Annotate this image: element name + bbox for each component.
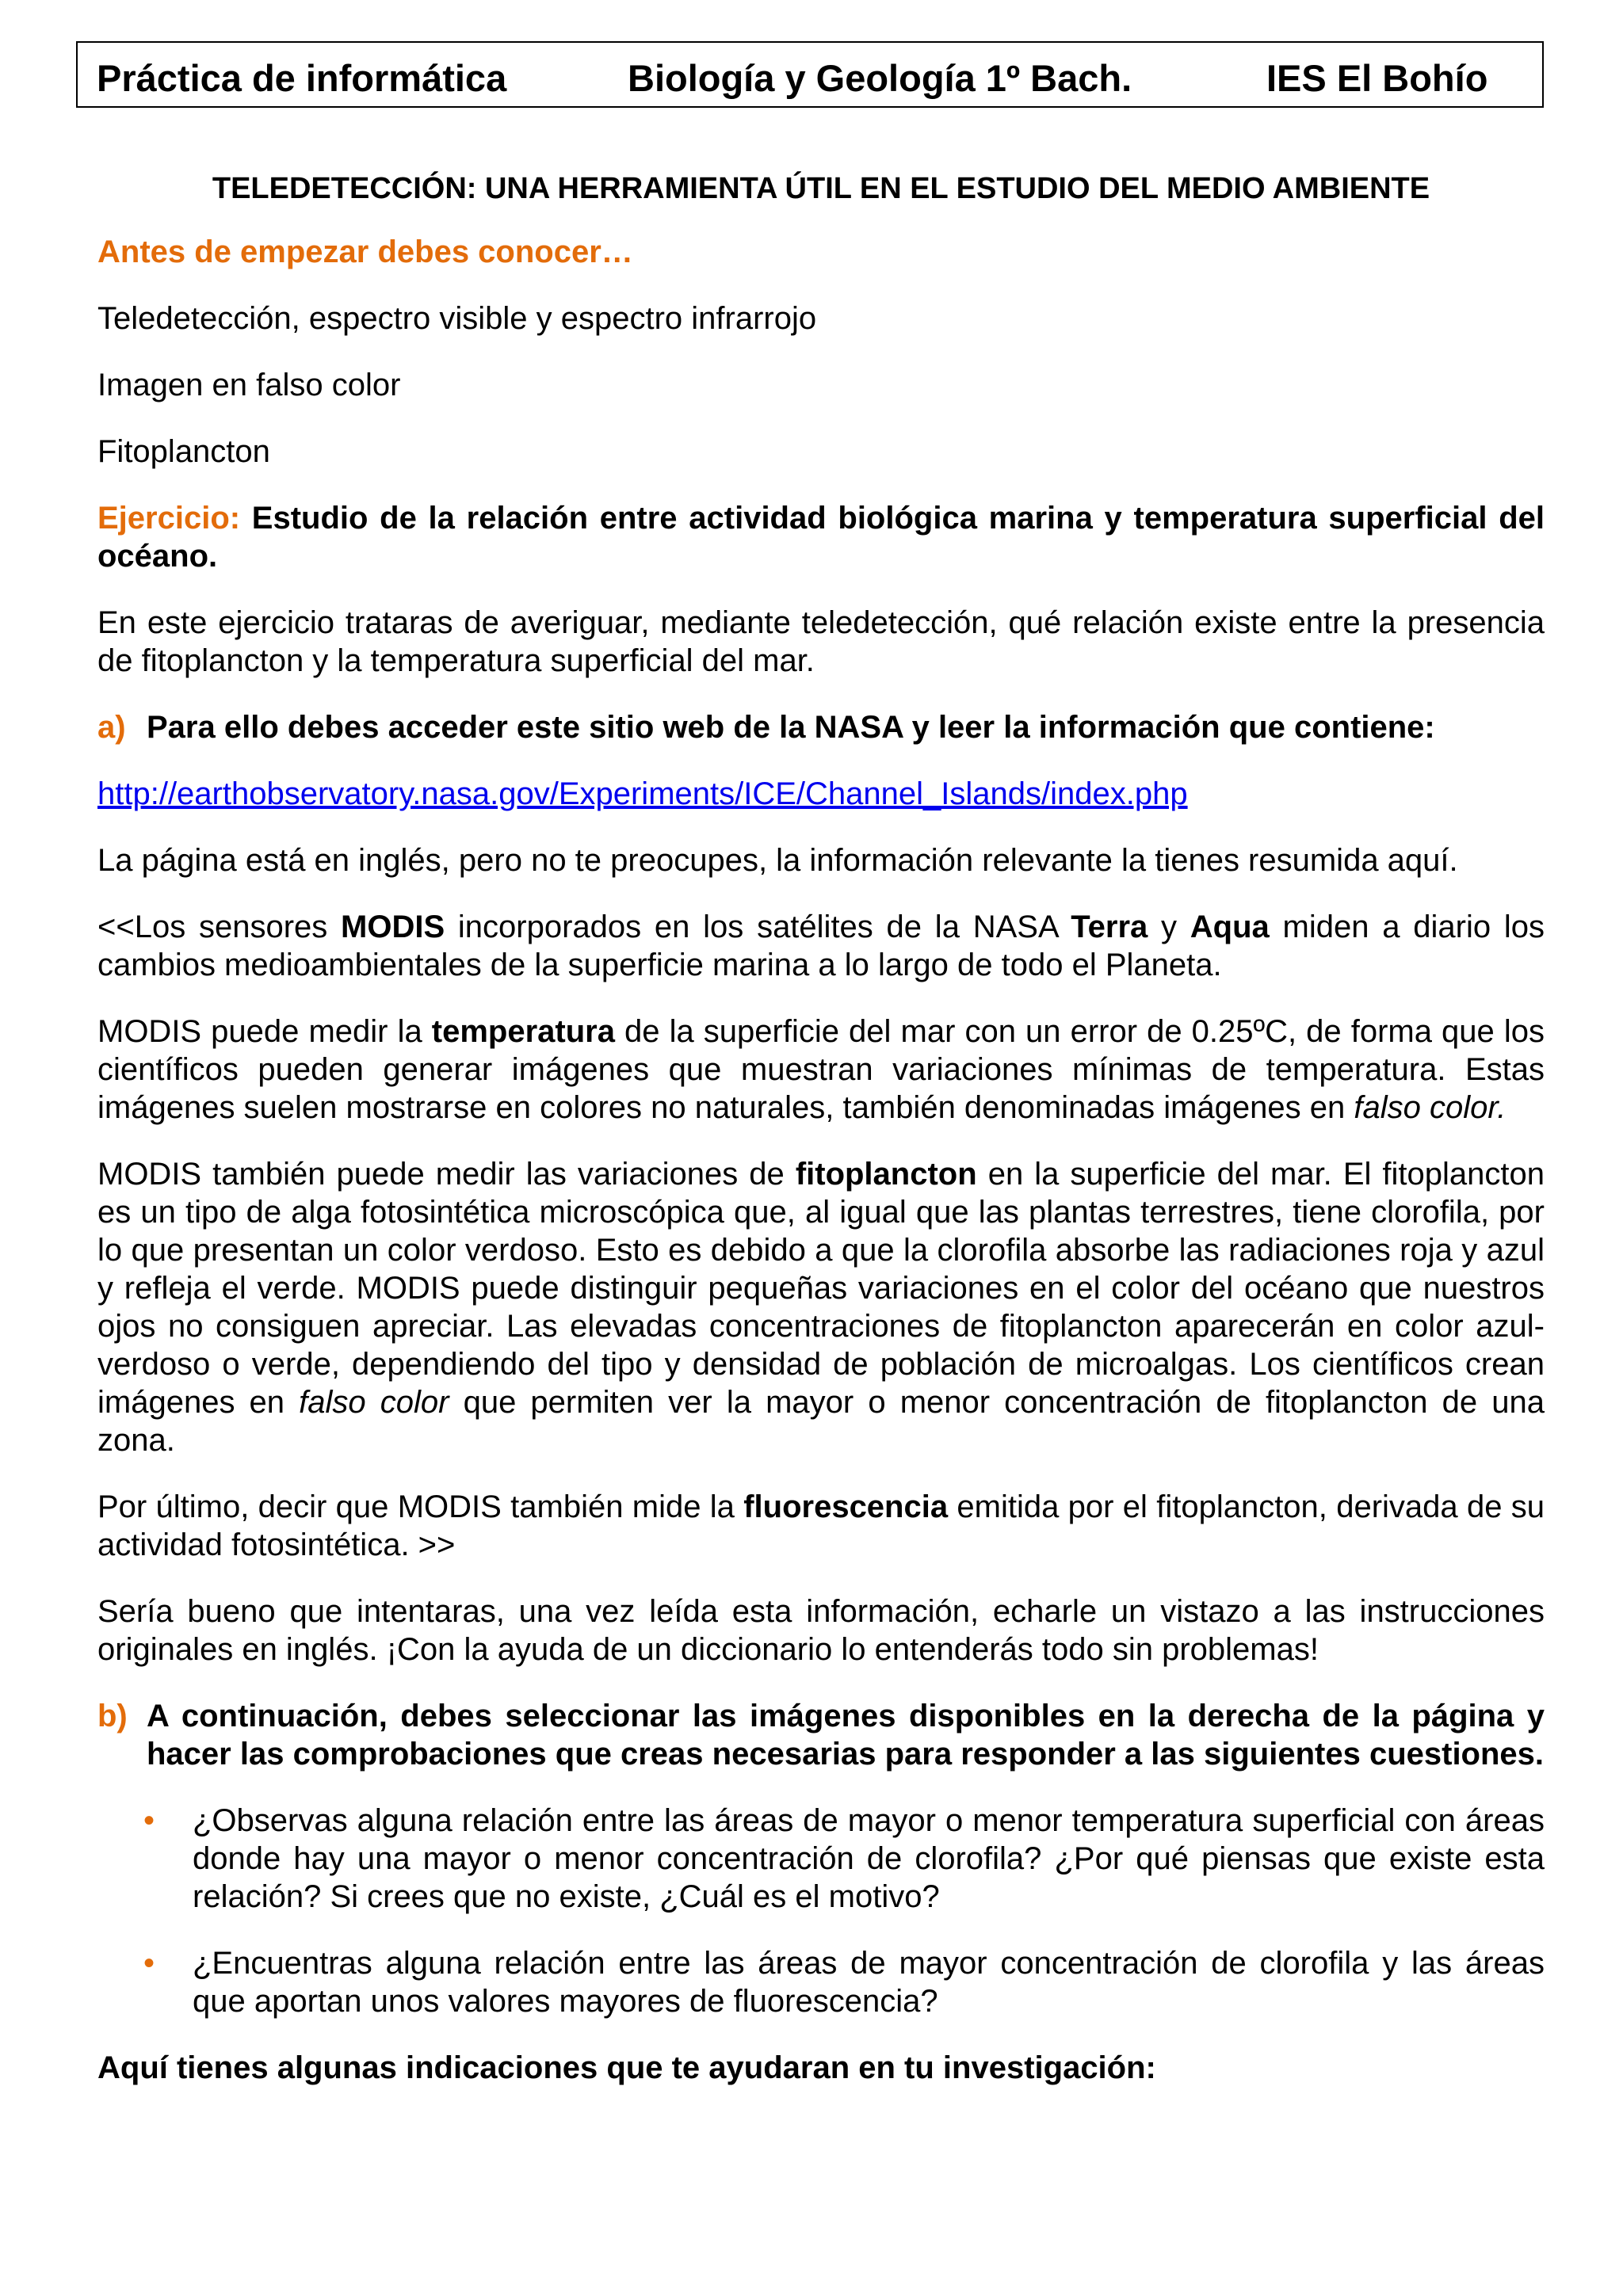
document-title: TELEDETECCIÓN: UNA HERRAMIENTA ÚTIL EN EL ESTUDIO DEL MEDIO AMBIENTE: [212, 172, 1430, 205]
text-run: MODIS también puede medir las variaciones de: [97, 1157, 796, 1192]
header-course: Práctica de informática: [97, 57, 507, 99]
document-body: [97, 170, 1545, 2087]
text-bold: MODIS: [341, 910, 445, 944]
exercise-label: Ejercicio:: [97, 501, 241, 536]
question-item: [143, 1944, 1545, 2020]
step-b-marker: b): [97, 1699, 128, 1733]
header-subject: Biología y Geología 1º Bach.: [628, 57, 1132, 99]
closing-heading: Aquí tienes algunas indicaciones que te ayudaran en tu investigación:: [97, 2050, 1156, 2085]
question-text: ¿Observas alguna relación entre las áreas de mayor o menor temperatura superficial con áreas donde hay una mayor o menor concentración de clorofila? ¿Por qué piensas que existe esta relación? Si crees que no existe, ¿Cuál es el motivo?: [193, 1803, 1545, 1914]
step-b: [97, 1697, 1545, 1773]
intro-paragraph: En este ejercicio trataras de averiguar, mediante teledetección, qué relación existe entre la presencia de fitoplancton y la temperatura superficial del mar.: [97, 605, 1545, 678]
text-italic: falso color.: [1354, 1090, 1507, 1125]
text-run: en la superficie del mar. El fitoplancton es un tipo de alga fotosintética microscópica que, al igual que las plantas terrestres, tiene clorofila, por lo que presentan un color verdoso. Esto es debido a que la clorofila absorbe las radiaciones roja y azul y refleja el verde. MODIS puede distinguir pequeñas variaciones en el color del océano que nuestros ojos no consiguen apreciar. Las elevadas concentraciones de fitoplancton aparecerán en color azul-verdoso o verde, dependiendo del tipo y densidad de población de microalgas. Los científicos crean imágenes en: [97, 1157, 1545, 1420]
question-text: ¿Encuentras alguna relación entre las áreas de mayor concentración de clorofila y las áreas que aportan unos valores mayores de fluorescencia?: [193, 1946, 1545, 2019]
modis-sensors-paragraph: [97, 908, 1545, 984]
nasa-link[interactable]: http://earthobservatory.nasa.gov/Experiments/ICE/Channel_Islands/index.php: [97, 776, 1188, 811]
step-a-marker: a): [97, 710, 126, 745]
summary-note: La página está en inglés, pero no te preocupes, la información relevante la tienes resumida aquí.: [97, 843, 1458, 878]
text-run: de la superficie del mar con un error de 0.25ºC, de forma que los científicos pueden generar imágenes que muestran variaciones mínimas de temperatura. Estas imágenes suelen mostrarse en colores no naturales, también denominadas imágenes en: [97, 1014, 1545, 1125]
question-item: [143, 1802, 1545, 1916]
document-header: [76, 41, 1544, 108]
step-a: [97, 708, 1545, 746]
text-bold: Terra: [1071, 910, 1148, 944]
temperature-paragraph: [97, 1013, 1545, 1127]
step-b-text: A continuación, debes seleccionar las imágenes disponibles en la derecha de la página y hacer las comprobaciones que creas necesarias para responder a las siguientes cuestiones.: [147, 1699, 1545, 1772]
text-bold: Aqua: [1190, 910, 1270, 944]
topic-item: Imagen en falso color: [97, 368, 401, 402]
exercise-title: Estudio de la relación entre actividad biológica marina y temperatura superficial del océano.: [97, 501, 1545, 574]
topic-item: Fitoplancton: [97, 434, 270, 469]
phytoplankton-paragraph: [97, 1155, 1545, 1459]
english-note-paragraph: Sería bueno que intentaras, una vez leída esta información, echarle un vistazo a las instrucciones originales en inglés. ¡Con la ayuda de un diccionario lo entenderás todo sin problemas!: [97, 1594, 1545, 1667]
text-run: miden a diario los cambios medioambientales de la superficie marina a lo largo de todo el Planeta.: [97, 910, 1545, 982]
text-run: y: [1148, 910, 1190, 944]
text-run: MODIS puede medir la: [97, 1014, 432, 1049]
bullet-icon: •: [143, 1946, 155, 1981]
text-bold: fluorescencia: [743, 1489, 949, 1524]
step-a-text: Para ello debes acceder este sitio web de la NASA y leer la información que contiene:: [147, 710, 1435, 745]
text-bold: fitoplancton: [795, 1157, 977, 1192]
text-bold: temperatura: [431, 1014, 615, 1049]
text-italic: falso color: [299, 1385, 449, 1420]
text-run: Por último, decir que MODIS también mide la: [97, 1489, 744, 1524]
text-run: incorporados en los satélites de la NASA: [445, 910, 1071, 944]
topic-item: Teledetección, espectro visible y espectro infrarrojo: [97, 301, 817, 336]
before-heading: Antes de empezar debes conocer…: [97, 235, 633, 269]
header-school: IES El Bohío: [1266, 57, 1488, 99]
text-run: <<Los sensores: [97, 910, 342, 944]
text-run: que permiten ver la mayor o menor concentración de fitoplancton de una zona.: [97, 1385, 1545, 1458]
bullet-icon: •: [143, 1803, 155, 1838]
text-run: emitida por el fitoplancton, derivada de su actividad fotosintética. >>: [97, 1489, 1545, 1562]
exercise-heading: [97, 499, 1545, 575]
fluorescence-paragraph: [97, 1488, 1545, 1564]
